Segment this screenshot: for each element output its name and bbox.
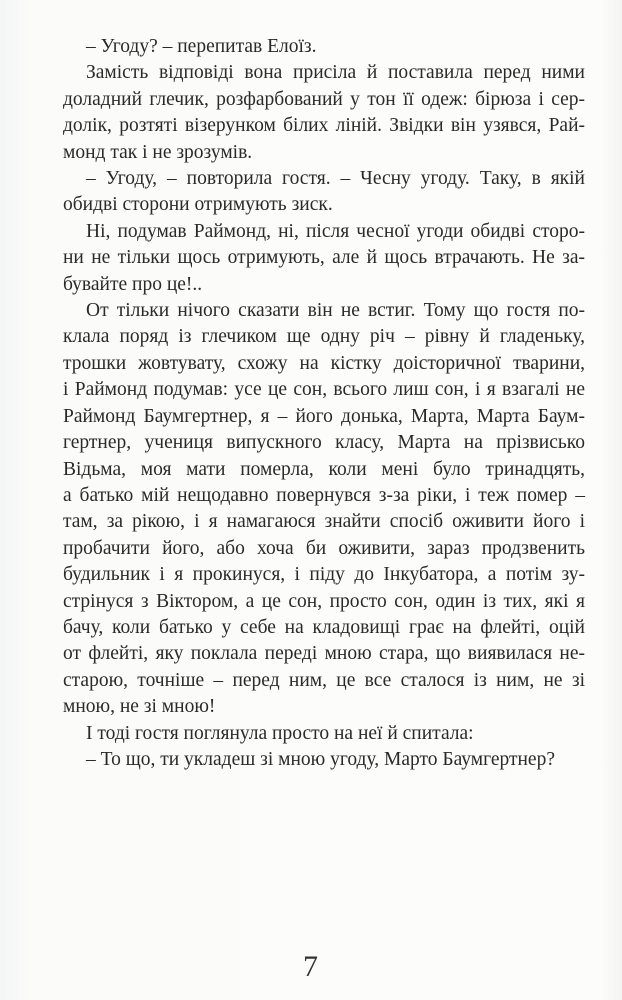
text-line: доладний глечик, розфарбований у тон її одеж: бірюза і сер- [63,88,585,110]
text-line: будильник і я прокинуся, і піду до Інкубатора, а потім зу- [63,564,585,586]
text-line: старою, точніше – перед ним, це все сталося із ним, не зі [63,669,585,691]
text-line: мною, не зі мною! [63,696,216,718]
text-line: от флейті, яку поклала переді мною стара, що виявилася не- [63,643,585,665]
text-line: – Угоду? – перепитав Елоїз. [86,36,317,57]
paragraph [63,721,585,747]
text-line: І тоді гостя поглянула просто на неї й спитала: [86,722,474,744]
text-line: Ні, подумав Раймонд, ні, після чесної угоди обидві сторо- [86,220,585,242]
text-line: Раймонд Баумгертнер, я – його донька, Марта, Марта Баум- [63,405,585,427]
paragraph [63,34,585,60]
text-line: долік, розтяті візерунком білих ліній. Звідки він узявся, Рай- [63,115,585,137]
text-line: Відьма, моя мати померла, коли мені було тринадцять, [63,458,585,480]
text-line: – Угоду, – повторила гостя. – Чесну угоду. Таку, в якій [86,168,585,190]
text-line: монд так і не зрозумів. [63,141,253,163]
body-text [63,34,585,773]
text-line: трошки жовтувату, схожу на кістку доісторичної тварини, [63,352,585,374]
text-line: а батько мій нещодавно повернувся з-за ріки, і теж помер – [63,484,585,506]
text-line: ни не тільки щось отримують, але й щось втрачають. Не за- [63,247,585,269]
text-line: пробачити його, або хоча би оживити, зараз продзвенить [63,537,585,559]
text-line: клала поряд із глечиком ще одну річ – рівну й гладеньку, [63,326,585,348]
text-line: бачу, коли батько у себе на кладовищі грає на флейті, оцій [63,616,585,638]
text-line: і Раймонд подумав: усе це сон, всього лиш сон, і я взагалі не [63,379,585,401]
text-line: Замість відповіді вона присіла й поставила перед ними [86,62,585,84]
text-line: бувайте про це!.. [63,273,203,295]
paragraph [63,747,585,773]
text-line: гертнер, учениця випускного класу, Марта на прізвисько [63,432,585,454]
text-line: обидві сторони отримують зиск. [63,194,333,216]
paragraph [63,60,585,166]
page-number: 7 [303,950,319,983]
text-line: стрінуся з Віктором, а це сон, просто сон, один із тих, які я [63,590,585,612]
paragraph [63,298,585,721]
paragraph [63,166,585,219]
text-line: там, за рікою, і я намагаюся знайти спосіб оживити його і [63,511,585,533]
text-line: От тільки нічого сказати він не встиг. Тому що гостя по- [86,300,585,322]
text-line: – То що, ти укладеш зі мною угоду, Марто Баумгертнер? [86,748,555,770]
paragraph [63,219,585,298]
